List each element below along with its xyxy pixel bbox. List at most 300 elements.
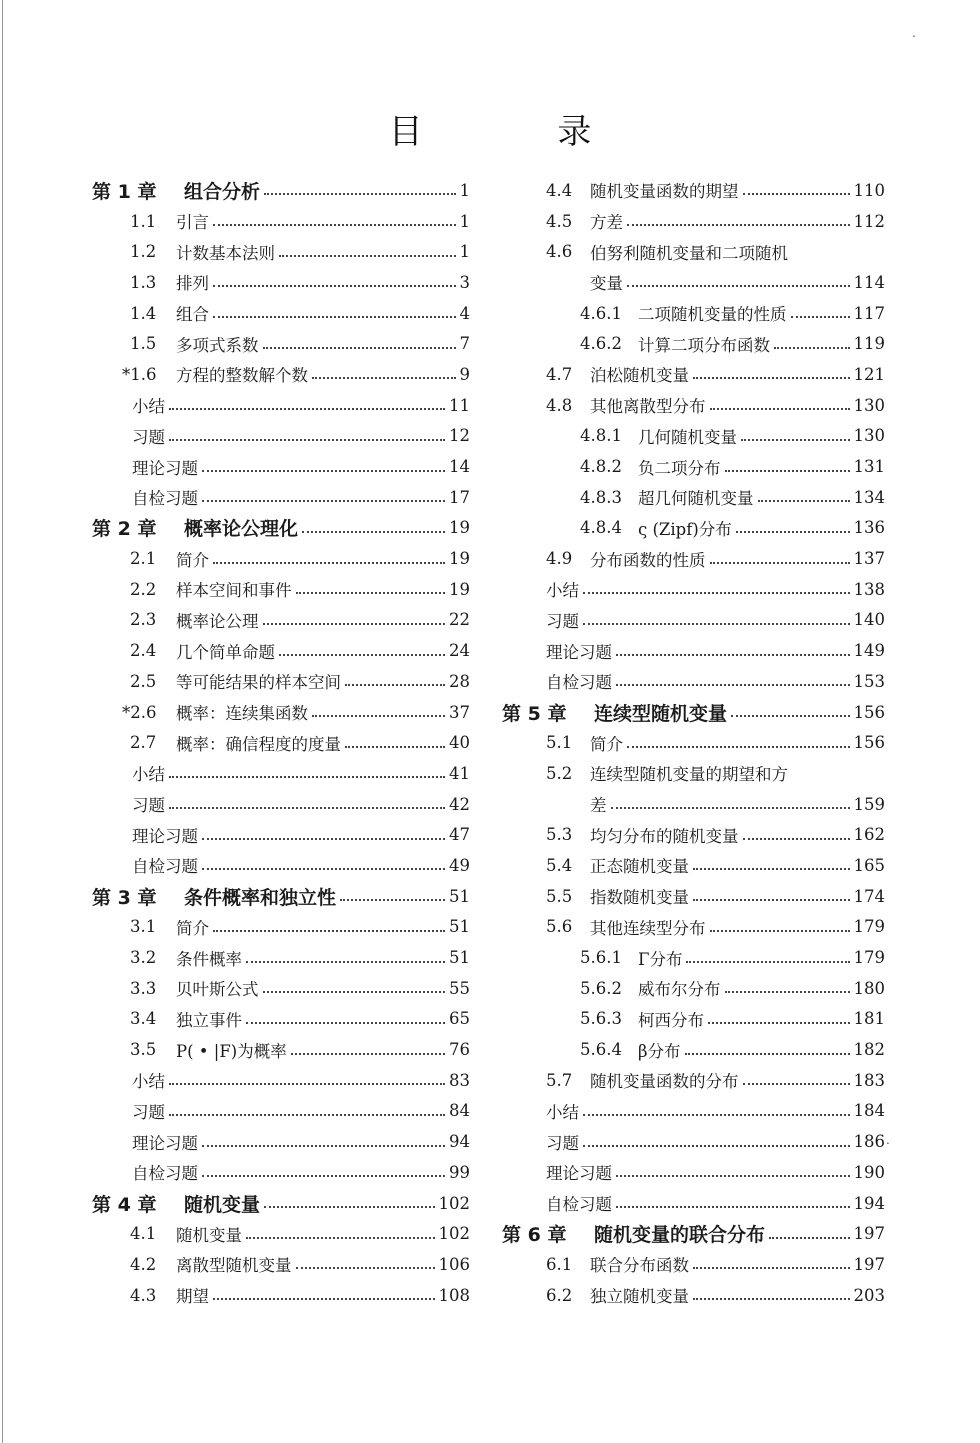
dot-leader [169,439,445,441]
page-number: 102 [438,1224,470,1244]
entry-number: 6.2 [546,1285,573,1305]
entry-title: 小结 [546,581,579,601]
toc-section-entry[interactable] [92,328,470,359]
toc-chapter-entry[interactable] [92,881,470,912]
entry-title: 习题 [546,1133,579,1153]
toc-section-entry[interactable] [92,206,470,237]
toc-chapter-entry[interactable] [92,1188,470,1219]
entry-title: 负二项分布 [638,458,721,478]
entry-number: 4.6.2 [580,334,622,354]
entry-number: 4.9 [546,549,573,569]
entry-title: 概率：连续集函数 [176,704,308,724]
entry-number: 第 3 章 [92,886,157,909]
page-number: 136 [853,518,885,538]
entry-title: 期望 [176,1287,209,1307]
dot-leader [693,1298,850,1300]
entry-title: 独立事件 [176,1010,242,1030]
dot-leader [345,746,445,748]
page-number: 130 [853,395,885,415]
toc-misc-entry[interactable] [92,758,470,789]
page-number: 94 [449,1132,470,1152]
dot-leader [202,500,445,502]
toc-section-entry[interactable] [92,298,470,329]
page-number: 179 [853,917,885,937]
dot-leader [743,838,850,840]
toc-subsection-entry[interactable] [502,513,885,544]
page-number: 55 [449,978,470,998]
entry-number: 3.4 [130,1009,157,1029]
entry-title: 概率：确信程度的度量 [176,734,341,754]
dot-leader [741,439,850,441]
entry-number: 4.2 [130,1254,157,1274]
toc-section-entry[interactable] [92,267,470,298]
toc-misc-entry[interactable] [92,1096,470,1127]
dot-leader [302,531,445,533]
page-number: 76 [449,1040,470,1060]
entry-number: *1.6 [122,364,157,384]
page-number: 131 [853,457,885,477]
page-number: 22 [449,610,470,630]
page-number: 41 [449,763,470,783]
dot-leader [725,991,850,993]
entry-title: 威布尔分布 [638,980,721,1000]
dot-leader [345,684,445,686]
toc-misc-entry[interactable] [92,850,470,881]
entry-title: 多项式系数 [176,335,259,355]
entry-title: 自检习题 [546,1195,612,1215]
toc-section-entry[interactable] [502,1249,885,1280]
page-number: 28 [449,671,470,691]
entry-title: 几何随机变量 [638,427,737,447]
entry-number: 3.1 [130,917,157,937]
toc-misc-entry[interactable] [502,1096,885,1127]
page-number: 65 [449,1009,470,1029]
page-number: 4 [459,303,470,323]
page-number: 137 [853,549,885,569]
dot-leader [736,531,850,533]
entry-title: 小结 [132,765,165,785]
toc-section-entry[interactable] [502,543,885,574]
entry-number: 4.1 [130,1224,157,1244]
entry-title: 自检习题 [132,857,198,877]
page-number: 156 [853,733,885,753]
dot-leader [312,377,456,379]
entry-title: 随机变量 [176,1225,242,1245]
dot-leader [685,1053,850,1055]
page-number: 130 [853,426,885,446]
toc-subsection-entry[interactable] [502,328,885,359]
page-number: 110 [853,180,885,200]
page-number: 47 [449,825,470,845]
dot-leader [202,838,445,840]
toc-chapter-entry[interactable] [502,1218,885,1249]
entry-number: 4.8.3 [580,487,622,507]
entry-title: 二项随机变量的性质 [638,305,787,325]
toc-section-entry[interactable] [502,850,885,881]
dot-leader [169,408,445,410]
page-number: 51 [449,917,470,937]
toc-section-entry[interactable] [92,1004,470,1035]
entry-title: 自检习题 [132,489,198,509]
toc-misc-entry[interactable] [92,482,470,513]
page-number: 183 [853,1070,885,1090]
entry-number: 第 6 章 [502,1224,567,1247]
toc-chapter-entry[interactable] [92,513,470,544]
toc-misc-entry[interactable] [502,1157,885,1188]
dot-leader [693,1267,850,1269]
dot-leader [710,562,850,564]
dot-leader [312,715,445,717]
page-number: 3 [459,272,470,292]
dot-leader [263,623,446,625]
entry-number: 5.7 [546,1070,573,1090]
entry-title: 样本空间和事件 [176,581,292,601]
entry-title: 小结 [546,1102,579,1122]
toc-misc-entry[interactable] [502,635,885,666]
toc-section-entry[interactable] [92,605,470,636]
entry-number: 2.1 [130,549,157,569]
entry-number: 5.4 [546,855,573,875]
page-title: 目 录 [388,112,654,152]
page-number: 24 [449,641,470,661]
dot-leader [731,715,849,717]
toc-subsection-entry[interactable] [502,298,885,329]
dot-leader [264,1206,434,1208]
entry-title: 正态随机变量 [590,857,689,877]
dot-leader [583,1114,850,1116]
entry-number: 5.2 [546,763,573,783]
page-number: 117 [853,303,885,323]
entry-title: 其他连续型分布 [590,918,706,938]
page-number: 49 [449,855,470,875]
page-number: 19 [449,518,470,538]
entry-number: 4.8 [546,395,573,415]
entry-number: 5.5 [546,886,573,906]
toc-section-entry[interactable] [92,1280,470,1311]
toc-misc-entry[interactable] [502,1126,885,1157]
entry-number: 4.8.2 [580,457,622,477]
dot-leader [202,470,445,472]
dot-leader [627,746,850,748]
page-number: 138 [853,579,885,599]
entry-number: 1.4 [130,303,157,323]
entry-title: P( • |F)为概率 [176,1041,287,1061]
toc-section-entry[interactable] [92,1218,470,1249]
toc-subsection-entry[interactable] [502,482,885,513]
entry-title: 贝叶斯公式 [176,980,259,1000]
dot-leader [169,1083,445,1085]
toc-subsection-entry[interactable] [502,973,885,1004]
entry-title: 柯西分布 [638,1010,704,1030]
page-number: 19 [449,579,470,599]
entry-title: 联合分布函数 [590,1256,689,1276]
toc-section-entry[interactable] [502,819,885,850]
entry-title: 排列 [176,274,209,294]
toc-misc-entry[interactable] [92,1157,470,1188]
toc-section-entry[interactable] [502,390,885,421]
entry-number: 5.6 [546,917,573,937]
dot-leader [693,899,850,901]
entry-title: 小结 [132,397,165,417]
entry-title: 简介 [590,734,623,754]
dot-leader [246,1237,435,1239]
toc-misc-entry[interactable] [92,390,470,421]
dot-leader [264,193,455,195]
dot-leader [710,408,850,410]
toc-section-entry[interactable] [92,727,470,758]
page-number: 51 [449,886,470,906]
toc-cont-entry[interactable] [502,789,885,820]
toc-misc-entry[interactable] [502,605,885,636]
dot-leader [708,1022,850,1024]
toc-misc-entry[interactable] [92,789,470,820]
toc-left-column [92,175,470,1310]
page-number: 159 [853,794,885,814]
dot-leader [263,347,456,349]
dot-leader [743,1083,850,1085]
entry-title: 习题 [546,611,579,631]
dot-leader [583,623,850,625]
dot-leader [616,654,850,656]
entry-title: 分布函数的性质 [590,550,706,570]
toc-section-entry[interactable] [502,758,885,789]
toc-section-entry[interactable] [92,1249,470,1280]
dot-leader [169,1114,445,1116]
dot-leader [686,961,849,963]
page-number: 11 [449,395,470,415]
toc-section-entry[interactable] [502,236,885,267]
page-number: 19 [449,549,470,569]
entry-title: 概率论公理 [176,611,259,631]
page-number: 184 [853,1101,885,1121]
page-number: 37 [449,702,470,722]
entry-number: 6.1 [546,1254,573,1274]
toc-section-entry[interactable] [92,635,470,666]
toc-section-entry[interactable] [502,727,885,758]
dot-leader [213,1298,435,1300]
entry-title: 几个简单命题 [176,642,275,662]
page-number: 197 [853,1224,885,1244]
toc-subsection-entry[interactable] [502,421,885,452]
dot-leader [213,316,456,318]
entry-title: 概率论公理化 [184,518,299,541]
page-number: 9 [459,364,470,384]
toc-section-entry[interactable] [502,206,885,237]
entry-number: 1.5 [130,334,157,354]
entry-number: *2.6 [122,702,157,722]
entry-number: 1.3 [130,272,157,292]
page-number: 1 [459,180,470,200]
dot-leader [627,224,850,226]
entry-title: 简介 [176,918,209,938]
toc-section-entry[interactable] [502,1280,885,1311]
toc-chapter-entry[interactable] [502,697,885,728]
dot-leader [202,1145,445,1147]
toc-section-entry[interactable] [92,543,470,574]
dot-leader [758,500,850,502]
entry-title: 组合分析 [184,180,261,203]
toc-section-entry[interactable] [92,973,470,1004]
entry-number: 4.6 [546,242,573,262]
entry-title: 连续型随机变量 [594,702,728,725]
toc-section-entry[interactable] [502,881,885,912]
page-number: 14 [449,457,470,477]
dot-leader [291,1053,445,1055]
dot-leader [693,868,850,870]
page-number: 114 [853,272,885,292]
entry-number: 2.7 [130,733,157,753]
page-number: 203 [853,1285,885,1305]
entry-title: 变量 [590,274,623,294]
toc-section-entry[interactable] [92,666,470,697]
dot-leader [296,592,446,594]
dot-leader [279,654,445,656]
entry-title: 差 [590,796,607,816]
page-number: 119 [853,334,885,354]
entry-title: 自检习题 [546,673,612,693]
entry-number: 1.1 [130,211,157,231]
entry-title: ς (Zipf)分布 [638,519,732,539]
dot-leader [213,285,456,287]
dot-leader [743,193,850,195]
toc-subsection-entry[interactable] [502,942,885,973]
dot-leader [169,776,445,778]
toc-section-entry[interactable] [92,574,470,605]
entry-title: 连续型随机变量的期望和方 [590,765,788,785]
entry-number: 4.5 [546,211,573,231]
entry-title: 计数基本法则 [176,243,275,263]
entry-title: Γ分布 [638,949,683,969]
entry-title: 理论习题 [132,826,198,846]
entry-number: 2.5 [130,671,157,691]
entry-title: 组合 [176,305,209,325]
entry-number: 5.1 [546,733,573,753]
toc-subsection-entry[interactable] [502,1004,885,1035]
dot-leader [202,1175,445,1177]
entry-number: 4.8.4 [580,518,622,538]
entry-number: 3.2 [130,948,157,968]
page-number: 17 [449,487,470,507]
page-number: 112 [853,211,885,231]
entry-title: 泊松随机变量 [590,366,689,386]
toc-misc-entry[interactable] [502,1188,885,1219]
page-number: 12 [449,426,470,446]
toc-section-entry[interactable] [502,359,885,390]
page-number: 153 [853,671,885,691]
scan-speck: . [912,26,916,40]
dot-leader [769,1237,849,1239]
entry-title: 离散型随机变量 [176,1256,292,1276]
entry-title: 自检习题 [132,1164,198,1184]
toc-misc-entry[interactable] [92,819,470,850]
page-number: 102 [438,1193,470,1213]
toc-section-entry[interactable] [502,1065,885,1096]
page-number: 121 [853,364,885,384]
toc-subsection-entry[interactable] [502,451,885,482]
toc-chapter-entry[interactable] [92,175,470,206]
toc-misc-entry[interactable] [92,1065,470,1096]
toc-subsection-entry[interactable] [502,1034,885,1065]
scan-speck: . [886,1133,890,1147]
toc-section-entry[interactable] [92,1034,470,1065]
toc-section-entry[interactable] [502,175,885,206]
entry-title: 计算二项分布函数 [638,335,770,355]
entry-number: 5.6.3 [580,1009,622,1029]
entry-title: 条件概率 [176,949,242,969]
entry-title: 理论习题 [546,1164,612,1184]
toc-section-entry[interactable] [92,912,470,943]
toc-misc-entry[interactable] [92,1126,470,1157]
entry-number: 3.3 [130,978,157,998]
entry-number: 4.3 [130,1285,157,1305]
page-number: 106 [438,1254,470,1274]
page-number: 1 [459,211,470,231]
dot-leader [611,807,850,809]
entry-number: 1.2 [130,242,157,262]
toc-section-entry[interactable] [92,942,470,973]
toc-section-entry[interactable] [92,697,470,728]
entry-title: 习题 [132,796,165,816]
page-number: 186 [853,1132,885,1152]
toc-misc-entry[interactable] [92,451,470,482]
page-number: 190 [853,1162,885,1182]
entry-title: 随机变量 [184,1193,261,1216]
dot-leader [583,592,850,594]
dot-leader [616,1175,850,1177]
page-number: 194 [853,1193,885,1213]
entry-title: 方差 [590,213,623,233]
dot-leader [616,684,850,686]
dot-leader [246,1022,445,1024]
entry-title: 随机变量函数的期望 [590,182,739,202]
entry-number: 第 1 章 [92,180,157,203]
entry-number: 2.3 [130,610,157,630]
dot-leader [774,347,850,349]
toc-section-entry[interactable] [502,912,885,943]
entry-title: 随机变量的联合分布 [594,1224,766,1247]
toc-cont-entry[interactable] [502,267,885,298]
dot-leader [583,1145,850,1147]
entry-title: 独立随机变量 [590,1287,689,1307]
entry-title: 等可能结果的样本空间 [176,673,341,693]
page-number: 140 [853,610,885,630]
entry-number: 2.2 [130,579,157,599]
toc-misc-entry[interactable] [502,574,885,605]
page-number: 84 [449,1101,470,1121]
entry-number: 4.8.1 [580,426,622,446]
dot-leader [710,930,850,932]
page-number: 7 [459,334,470,354]
page-number: 108 [438,1285,470,1305]
dot-leader [340,899,445,901]
toc-misc-entry[interactable] [502,666,885,697]
entry-title: 习题 [132,1102,165,1122]
entry-title: 简介 [176,550,209,570]
dot-leader [213,224,456,226]
page-edge-line [2,0,3,1443]
entry-number: 2.4 [130,641,157,661]
dot-leader [791,316,850,318]
entry-number: 5.6.4 [580,1040,622,1060]
toc-section-entry[interactable] [92,236,470,267]
dot-leader [246,961,445,963]
entry-number: 5.6.2 [580,978,622,998]
entry-title: 引言 [176,213,209,233]
entry-number: 4.7 [546,364,573,384]
page-number: 162 [853,825,885,845]
toc-misc-entry[interactable] [92,421,470,452]
toc-section-entry[interactable] [92,359,470,390]
